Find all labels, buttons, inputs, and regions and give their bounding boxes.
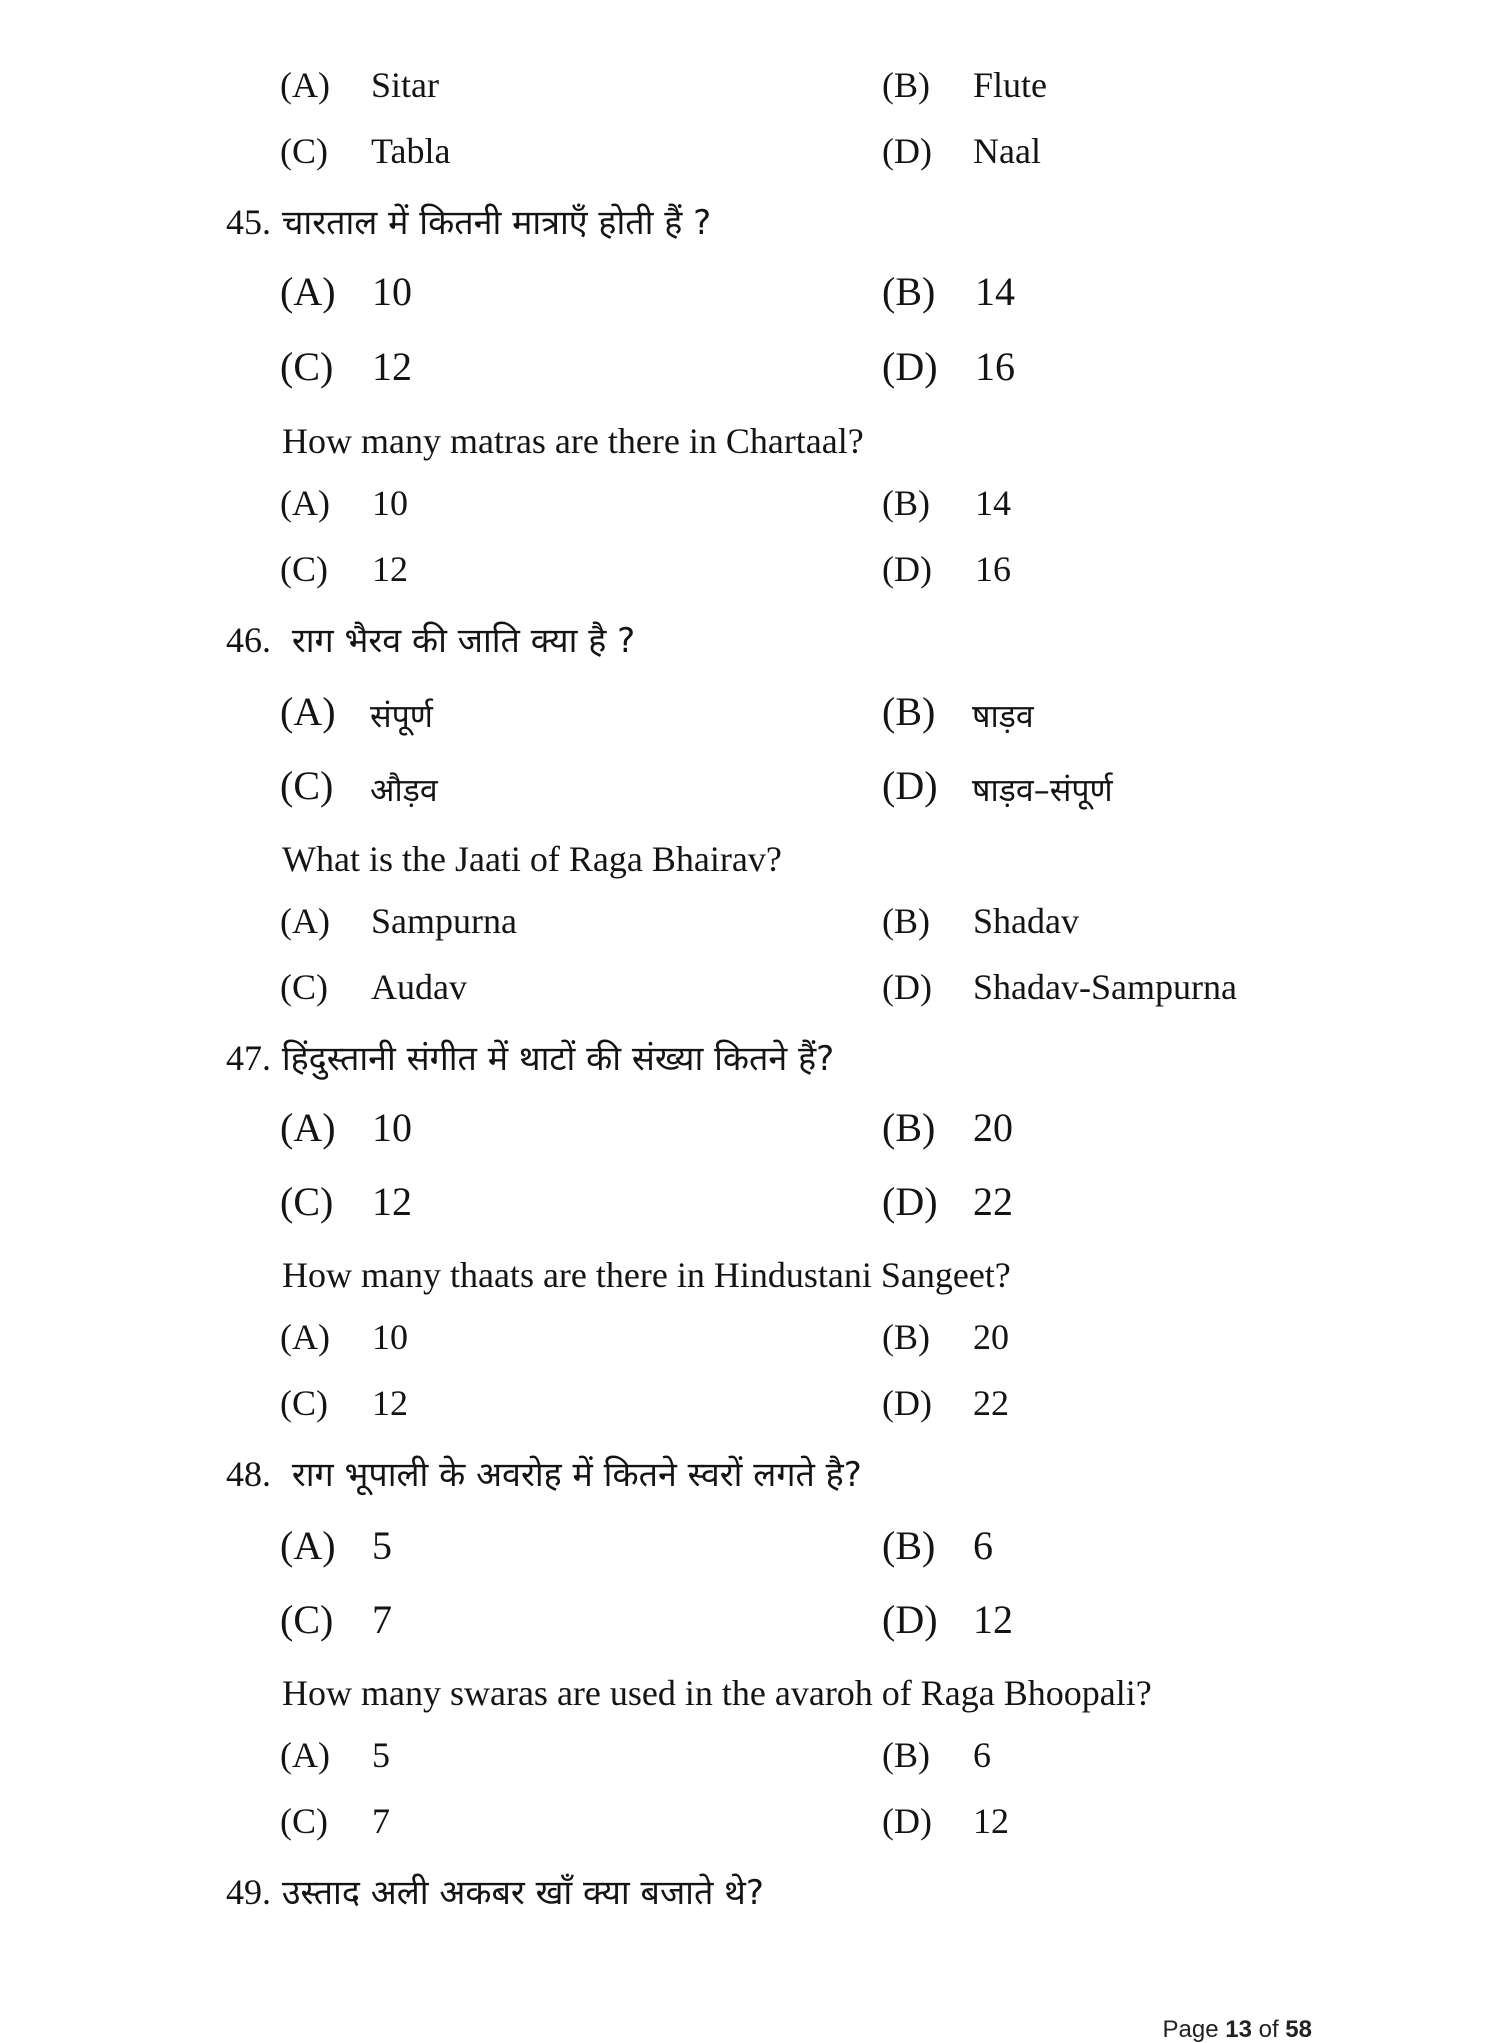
option-label: (C) [280, 1383, 328, 1423]
option-label: (A) [280, 1735, 330, 1775]
question-english: How many matras are there in Chartaal? [282, 421, 864, 461]
of-word: of [1258, 2016, 1279, 2043]
option-text: 7 [372, 1597, 392, 1642]
option-label: (D) [882, 1801, 932, 1841]
option-label: (C) [280, 344, 334, 389]
option-label: (D) [882, 763, 938, 808]
option-text: Shadav-Sampurna [973, 967, 1237, 1007]
question-text: राग भैरव की जाति क्या है ? [291, 621, 636, 661]
question-hindi [226, 1450, 862, 1496]
option-label: (A) [280, 901, 330, 941]
question-text: चारताल में कितनी मात्राएँ होती हैं ? [281, 203, 712, 243]
question-english: How many thaats are there in Hindustani Sangeet? [282, 1255, 1011, 1295]
page-number [1163, 2018, 1313, 2042]
option-row [0, 1382, 1505, 1438]
option-text: Audav [371, 967, 467, 1007]
option-label: (D) [882, 549, 932, 589]
option-text: 20 [973, 1105, 1013, 1150]
option-text: 10 [372, 1105, 412, 1150]
question-text: राग भूपाली के अवरोह में कितने स्वरों लगते है? [291, 1455, 862, 1495]
option-label: (B) [882, 483, 930, 523]
option-label: (A) [280, 689, 336, 734]
option-row [0, 1316, 1505, 1372]
option-label: (D) [882, 967, 932, 1007]
page-word: Page [1162, 2016, 1219, 2043]
question-number: 47. [226, 1038, 271, 1078]
option-label: (B) [882, 901, 930, 941]
option-row [0, 1178, 1505, 1234]
option-text: षाड़व [972, 697, 1034, 735]
option-text: 16 [975, 344, 1015, 389]
option-row [0, 1734, 1505, 1790]
option-text: औड़व [370, 771, 438, 809]
question-number: 45. [226, 202, 271, 242]
option-text: Naal [973, 131, 1041, 171]
option-text: 12 [372, 1383, 408, 1423]
option-text: 14 [975, 269, 1015, 314]
option-text: संपूर्ण [370, 697, 433, 735]
option-label: (A) [280, 1105, 336, 1150]
option-text: 12 [372, 1179, 412, 1224]
question-number: 49. [226, 1872, 271, 1912]
option-label: (B) [882, 689, 936, 734]
option-row [0, 1596, 1505, 1652]
option-row [0, 1800, 1505, 1856]
question-hindi [226, 1034, 834, 1080]
option-row [0, 1104, 1505, 1160]
option-label: (B) [882, 1523, 936, 1568]
option-label: (B) [882, 1105, 936, 1150]
question-text: उस्ताद अली अकबर खाँ क्या बजाते थे? [281, 1873, 764, 1913]
option-text: 12 [973, 1801, 1009, 1841]
option-row [0, 482, 1505, 538]
option-text: 14 [975, 483, 1011, 523]
option-text: 6 [973, 1735, 991, 1775]
question-hindi [226, 1868, 764, 1914]
option-text: 16 [975, 549, 1011, 589]
option-label: (C) [280, 549, 328, 589]
option-row [0, 343, 1505, 399]
option-text: 12 [372, 549, 408, 589]
option-text: 7 [372, 1801, 390, 1841]
option-row [0, 1522, 1505, 1578]
option-row [0, 64, 1505, 120]
option-label: (C) [280, 131, 328, 171]
question-number: 48. [226, 1454, 271, 1494]
option-label: (B) [882, 1735, 930, 1775]
option-text: Tabla [371, 131, 451, 171]
question-english: What is the Jaati of Raga Bhairav? [282, 839, 782, 879]
question-hindi [226, 198, 711, 244]
question-number: 46. [226, 620, 271, 660]
question-text: हिंदुस्तानी संगीत में थाटों की संख्या कितने हैं? [281, 1039, 835, 1079]
option-text: 5 [372, 1523, 392, 1568]
option-label: (C) [280, 967, 328, 1007]
option-row [0, 900, 1505, 956]
option-label: (A) [280, 483, 330, 523]
option-label: (D) [882, 131, 932, 171]
option-text: 10 [372, 483, 408, 523]
option-text: 10 [372, 269, 412, 314]
option-label: (A) [280, 1523, 336, 1568]
option-text: Sampurna [371, 901, 517, 941]
option-label: (A) [280, 1317, 330, 1357]
option-label: (B) [882, 65, 930, 105]
option-label: (C) [280, 1801, 328, 1841]
option-text: 5 [372, 1735, 390, 1775]
option-label: (D) [882, 344, 938, 389]
option-text: 22 [973, 1179, 1013, 1224]
option-row [0, 130, 1505, 186]
option-text: 12 [973, 1597, 1013, 1642]
current-page: 13 [1225, 2016, 1252, 2043]
option-label: (D) [882, 1179, 938, 1224]
question-english: How many swaras are used in the avaroh of Raga Bhoopali? [282, 1673, 1152, 1713]
option-label: (D) [882, 1383, 932, 1423]
option-label: (C) [280, 763, 334, 808]
option-text: Shadav [973, 901, 1079, 941]
total-pages: 58 [1285, 2016, 1312, 2043]
option-text: 12 [372, 344, 412, 389]
option-text: षाड़व–संपूर्ण [972, 771, 1113, 809]
option-text: Sitar [371, 65, 439, 105]
option-text: 10 [372, 1317, 408, 1357]
question-hindi [226, 616, 635, 662]
option-row [0, 268, 1505, 324]
option-text: Flute [973, 65, 1048, 105]
option-row [0, 548, 1505, 604]
option-text: 20 [973, 1317, 1009, 1357]
option-text: 22 [973, 1383, 1009, 1423]
option-label: (B) [882, 1317, 930, 1357]
option-label: (C) [280, 1597, 334, 1642]
option-label: (C) [280, 1179, 334, 1224]
option-row [0, 966, 1505, 1022]
option-label: (A) [280, 65, 330, 105]
option-label: (D) [882, 1597, 938, 1642]
option-row [0, 762, 1505, 818]
option-label: (B) [882, 269, 936, 314]
option-text: 6 [973, 1523, 993, 1568]
option-label: (A) [280, 269, 336, 314]
option-row [0, 688, 1505, 744]
